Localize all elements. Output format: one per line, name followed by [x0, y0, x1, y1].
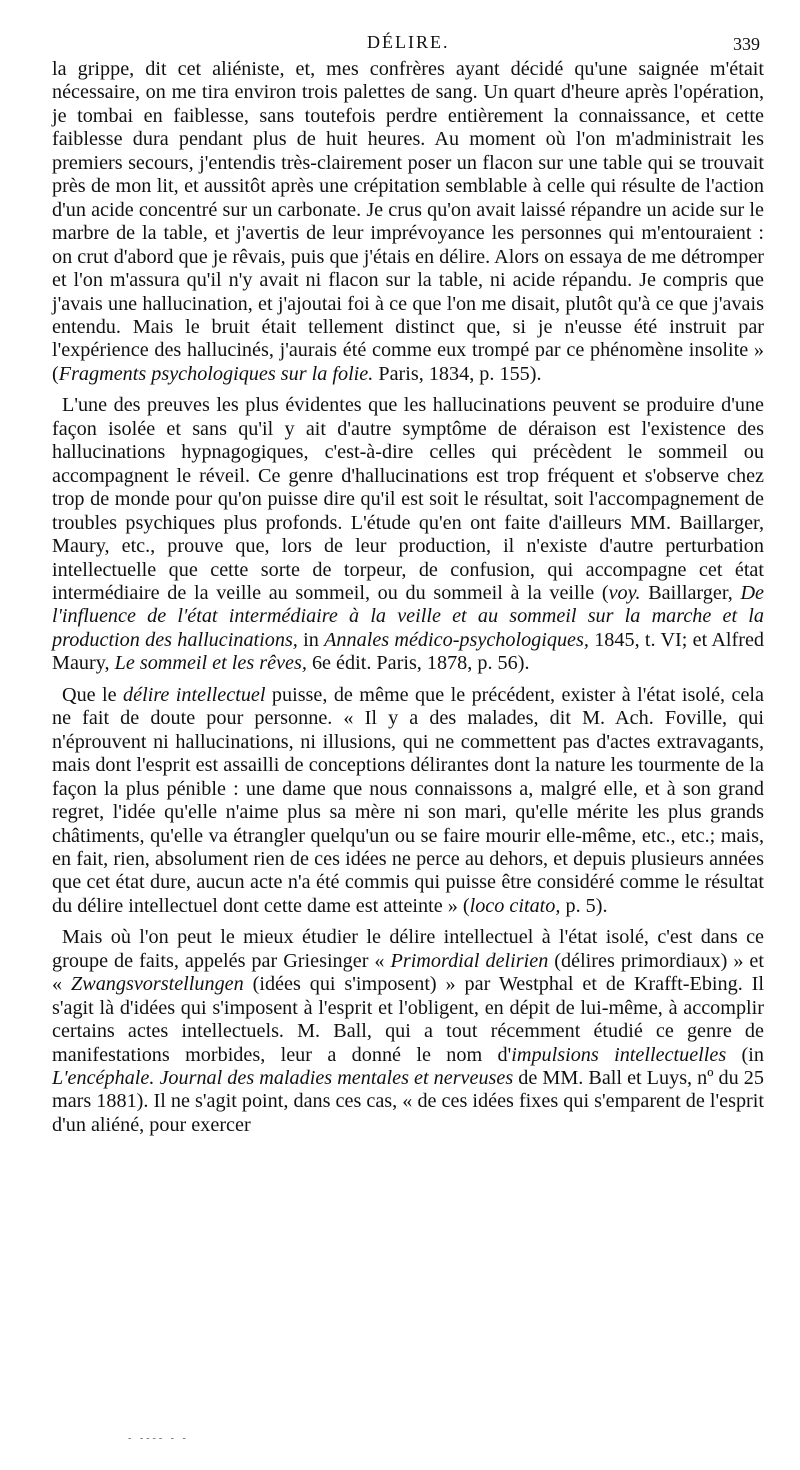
- paragraph-gap: [52, 676, 764, 684]
- paragraph: [52, 926, 764, 1137]
- text-run: (in: [726, 1043, 764, 1066]
- text-run: Que le: [62, 683, 124, 706]
- page-number: 339: [733, 34, 760, 54]
- italic-text: Primordial delirien: [390, 949, 549, 972]
- text-run: Mais où l'on peut le mieux étudier le délire intellectuel à l'état isolé, c'est dans ce groupe de faits, appelés par Griesinger «: [52, 926, 764, 972]
- running-title: DÉLIRE.: [367, 32, 450, 52]
- italic-text: voy.: [608, 581, 641, 604]
- text-run: de MM. Ball et Luys, nº du 25 mars 1881). Il ne s'agit point, dans ces cas, « de ces idées fixes qui s'emparent de l'esprit d'un aliéné, pour exercer: [52, 1067, 764, 1136]
- text-run: puisse, de même que le précédent, exister à l'état isolé, cela ne fait de doute pour personne. « Il y a des malades, dit M. Ach. Foville, qui n'éprouvent ni hallucinations, ni illusions, qui ne commettent pas d'actes extravagants, mais dont l'esprit est assailli de conceptions délirantes dont la nature les tourmente de la façon la plus pénible : une dame que nous connaissons a, malgré elle, et à son grand regret, l'idée qu'elle n'aime plus sa mère ni son mari, qu'elle mérite les plus grands châtiments, qu'elle va étrangler quelqu'un ou se faire mourir elle-même, etc., etc.; mais, en fait, rien, absolument rien de ces idées ne perce au dehors, et depuis plusieurs années que cet état dure, aucun acte n'a été commis qui puisse être considéré comme le résultat du délire intellectuel dont cette dame est atteinte » (: [52, 683, 764, 917]
- text-run: 1845, t. VI; et Alfred Maury,: [52, 628, 765, 675]
- italic-text: Annales médico-psychologiques,: [324, 628, 589, 651]
- text-run: in: [297, 628, 325, 651]
- body-text: [52, 58, 764, 1137]
- paragraph-gap: [52, 386, 764, 394]
- paragraph-gap: [52, 918, 764, 926]
- italic-text: Fragments psychologiques sur la folie.: [58, 362, 374, 385]
- text-run: (délires primordiaux) » et «: [52, 949, 764, 996]
- text-run: la grippe, dit cet aliéniste, et, mes confrères ayant décidé qu'une saignée m'était nécessaire, on me tira environ trois palettes de sang. Un quart d'heure après l'opération, je tombai en faiblesse, sans toutefois perdre entièrement la connaissance, et cette faiblesse dura pendant plus de huit heures. Au moment où l'on m'administrait les premiers secours, j'entendis très-clairement poser un flacon sur une table qui se trouvait près de mon lit, et aussitôt après une crépitation semblable à celle qui résulte de l'action d'un acide concentré sur un carbonate. Je crus qu'on avait laissé répandre un acide sur le marbre de la table, et j'avertis de leur imprévoyance les personnes qui m'entouraient : on crut d'abord que je rêvais, puis que j'étais en délire. Alors on essaya de me détromper et l'on m'assura qu'il n'y avait ni flacon sur la table, ni acide répandu. Je compris que j'avais une hallucination, et j'ajoutai foi à ce que l'on me disait, plutôt qu'à ce que j'avais entendu. Mais le bruit était tellement distinct que, si je n'eusse été instruit par l'expérience des hallucinés, j'aurais été comme eux trompé par ce phénomène insolite » (: [52, 58, 764, 385]
- paragraph: [52, 684, 764, 919]
- text-run: L'une des preuves les plus évidentes que les hallucinations peuvent se produire d'une façon isolée et sans qu'il y ait d'autre symptôme de déraison est l'existence des hallucinations hypnagogiques, c'est-à-dire celles qui précèdent le sommeil ou accompagnent le réveil. Ce genre d'hallucinations est trop fréquent et s'observe chez trop de monde pour qu'on puisse dire qu'il est soit le résultat, soit l'accompagnement de troubles psychiques plus profonds. L'étude qu'en ont faite d'ailleurs MM. Baillarger, Maury, etc., prouve que, lors de leur production, il n'existe d'autre perturbation intellectuelle que cette sorte de torpeur, de confusion, qui accompagne cet état intermédiaire de la veille au sommeil, ou du sommeil à la veille (: [52, 394, 764, 604]
- running-head: [0, 28, 800, 58]
- italic-text: Le sommeil et les rêves,: [114, 652, 307, 675]
- italic-text: L'encéphale. Journal des maladies mentales et nerveuses: [52, 1067, 514, 1090]
- text-run: p. 5).: [560, 894, 608, 917]
- italic-text: De l'influence de l'état intermédiaire à la veille et au sommeil sur la marche et la production des hallucinations,: [52, 581, 764, 651]
- italic-text: délire intellectuel: [123, 683, 266, 706]
- paragraph: [52, 394, 764, 675]
- italic-text: Zwangsvorstellungen: [71, 973, 244, 996]
- italic-text: loco citato,: [469, 894, 561, 917]
- text-run: Paris, 1834, p. 155).: [373, 362, 542, 385]
- footer-mark: - ---- - -: [128, 1433, 189, 1444]
- text-run: Baillarger,: [640, 581, 741, 604]
- text-run: 6e édit. Paris, 1878, p. 56).: [306, 652, 530, 675]
- italic-text: impulsions intellectuelles: [511, 1043, 727, 1066]
- paragraph: [52, 58, 764, 386]
- text-run: (idées qui s'imposent) » par Westphal et de Krafft-Ebing. Il s'agit là d'idées qui s'imposent à l'esprit et l'obligent, en dépit de lui-même, à accomplir certains actes intellectuels. M. Ball, qui a tout récemment étudié ce genre de manifestations morbides, leur a donné le nom d': [52, 973, 764, 1066]
